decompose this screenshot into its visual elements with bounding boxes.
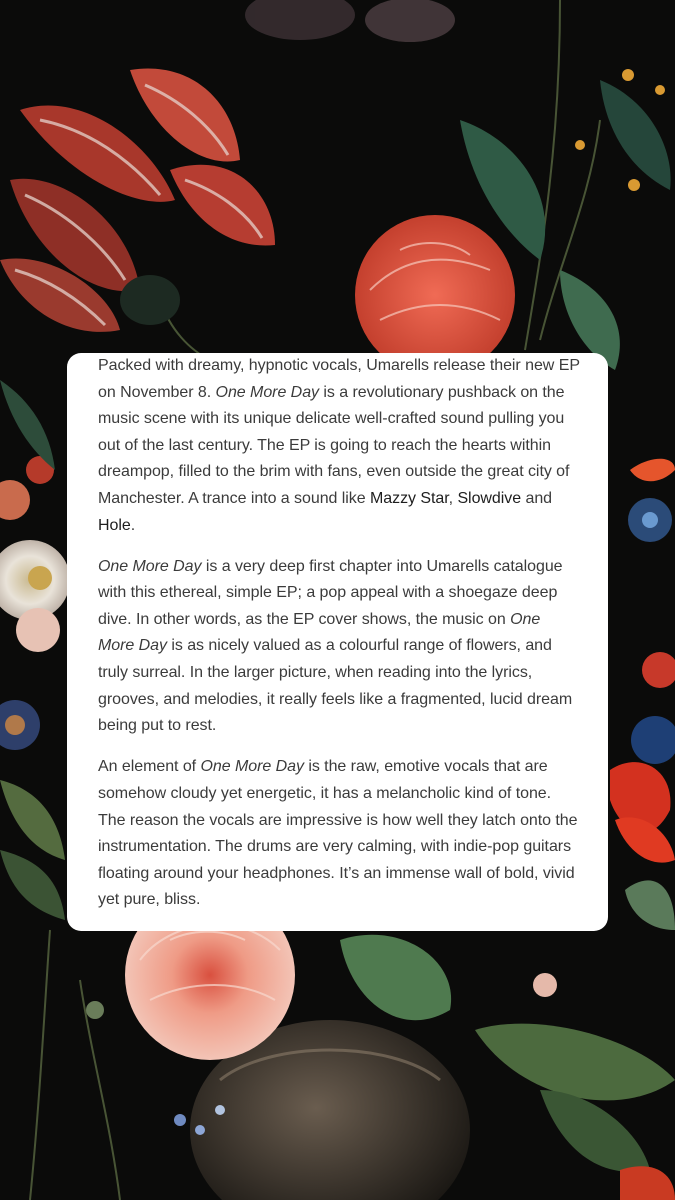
paragraph-2-text-b: is as nicely valued as a colourful range of flowers, and truly surreal. In the larger picture, when reading into the lyrics, grooves, and melodies, it really feels like a fragmented, lucid dream being put to rest. — [98, 637, 573, 735]
artist-mazzy-star: Mazzy Star — [370, 489, 449, 507]
red-carnation — [355, 215, 515, 375]
paragraph-1-end: . — [130, 516, 136, 534]
ep-title: One More Day — [98, 557, 202, 575]
paragraph-1-text-a: Packed with dreamy, hypnotic vocals, Umarells release their new EP on November 8. — [98, 357, 580, 401]
paragraph-3-text-a: An element of — [98, 758, 201, 776]
ep-title: One More Day — [98, 610, 541, 655]
paragraph-1-text-b: is a revolutionary pushback on the music scene with its unique delicate well-crafted sound pulling you out of the last century. The EP is going to reach the hearts within dreampop, filled to the brim with fans, even outside the great city of Manchester. A trance into a sound like — [98, 383, 570, 507]
ep-title: One More Day — [215, 383, 319, 401]
paragraph-2-text-a: is a very deep first chapter into Umarells catalogue with this ethereal, simple EP; a pop appeal with a shoegaze deep dive. In other words, as the EP cover shows, the music on — [98, 557, 563, 628]
artist-and: and — [521, 489, 553, 507]
artist-slowdive: Slowdive — [457, 489, 522, 507]
article-card — [67, 353, 608, 931]
paragraph-3-text-b: is the raw, emotive vocals that are somehow cloudy yet energetic, it has a melancholic kind of tone. The reason the vocals are impressive is how well they latch onto the instrumentation. The drums are very calming, with indie-pop guitars floating around your headphones. It’s an immense wall of bold, vivid yet pure, bliss. — [98, 758, 578, 909]
article-paragraph-2 — [98, 554, 580, 740]
artist-hole: Hole — [98, 516, 131, 534]
artist-separator: , — [448, 489, 458, 507]
article-paragraph-1 — [98, 353, 580, 539]
ep-title: One More Day — [200, 758, 304, 776]
article-paragraph-3 — [98, 754, 580, 914]
